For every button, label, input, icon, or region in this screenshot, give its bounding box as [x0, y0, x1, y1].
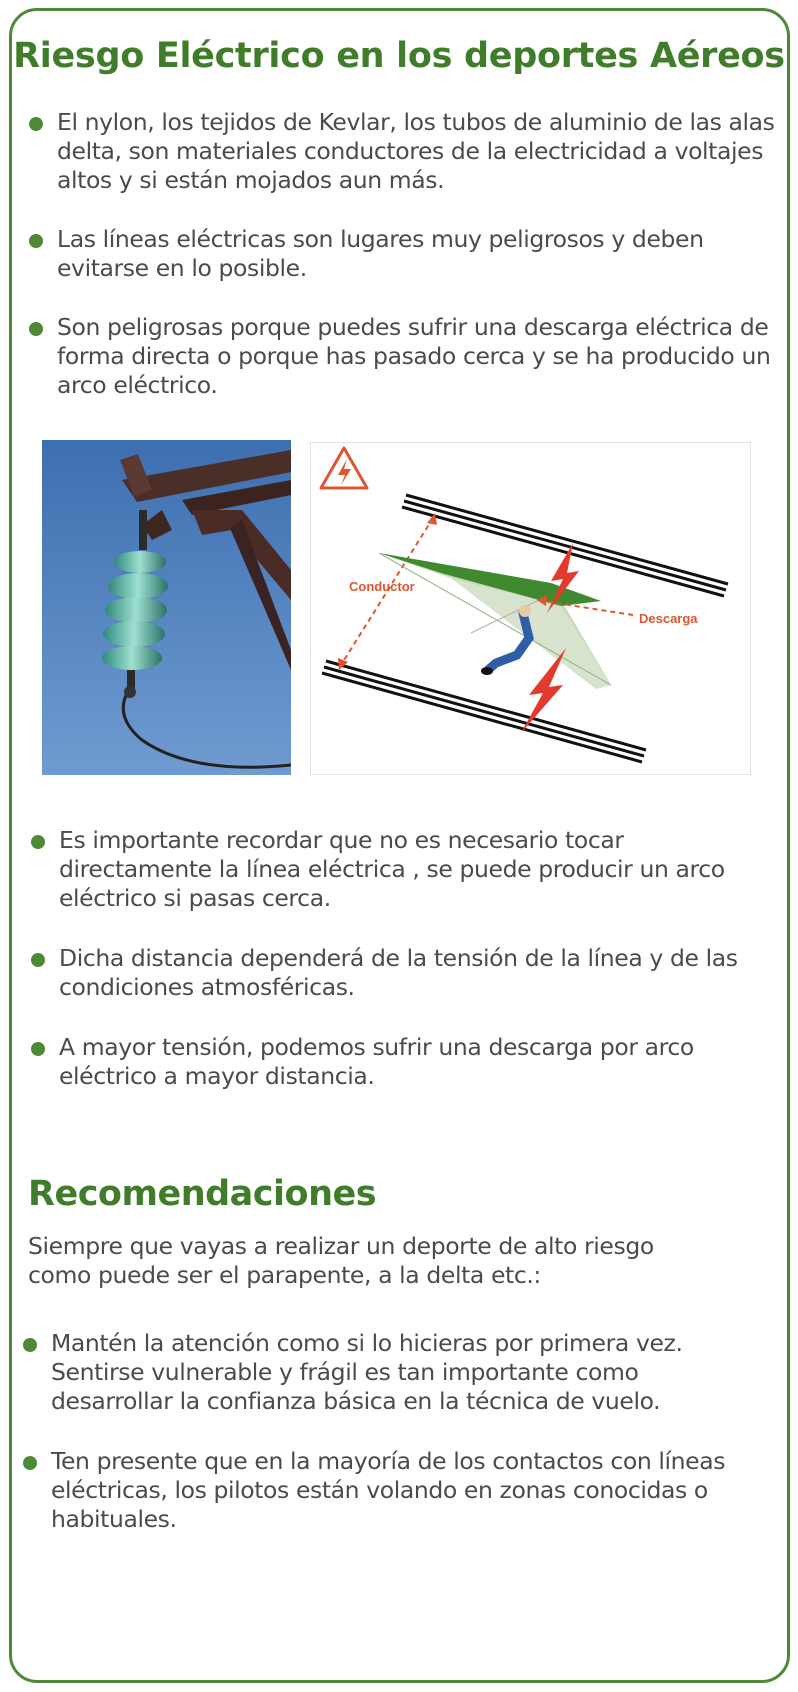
bullet-dot-icon [29, 234, 43, 248]
list-item-text: Dicha distancia dependerá de la tensión de la línea y de las condiciones atmosféricas. [59, 944, 738, 1001]
list-item-text: A mayor tensión, podemos sufrir una descarga por arco eléctrico a mayor distancia. [59, 1033, 694, 1090]
list-item [31, 944, 771, 1002]
list-item [29, 313, 784, 400]
bullet-dot-icon [23, 1338, 37, 1352]
list-item [31, 1033, 771, 1091]
page-title: Riesgo Eléctrico en los deportes Aéreos [13, 36, 785, 76]
bullet-dot-icon [31, 953, 45, 967]
risk-bullet-list [29, 108, 784, 430]
list-item-text: Las líneas eléctricas son lugares muy peligrosos y deben evitarse en lo posible. [57, 225, 704, 282]
list-item-text: El nylon, los tejidos de Kevlar, los tubos de aluminio de las alas delta, son materiales conductores de la electricidad a voltajes altos y si están mojados aun más. [57, 108, 775, 194]
conductor-label: Conductor [349, 579, 415, 594]
recommendations-heading: Recomendaciones [28, 1174, 377, 1214]
list-item [23, 1329, 753, 1416]
list-item-text: Es importante recordar que no es necesario tocar directamente la línea eléctrica , se puede producir un arco eléctrico si pasas cerca. [59, 826, 725, 912]
bullet-dot-icon [31, 1042, 45, 1056]
list-item [23, 1447, 753, 1534]
hang-glider-diagram [310, 442, 751, 775]
insulator-photo [42, 440, 291, 775]
recommendations-list [23, 1329, 753, 1565]
recommendations-intro: Siempre que vayas a realizar un deporte de alto riesgo como puede ser el parapente, a la delta etc.: [28, 1232, 654, 1289]
bullet-dot-icon [29, 322, 43, 336]
distance-bullet-list [31, 826, 771, 1122]
list-item-text: Mantén la atención como si lo hicieras por primera vez. Sentirse vulnerable y frágil es tan importante como desarrollar la confianza básica en la técnica de vuelo. [51, 1329, 683, 1415]
descarga-label: Descarga [639, 611, 698, 626]
bullet-dot-icon [31, 835, 45, 849]
list-item-text: Son peligrosas porque puedes sufrir una descarga eléctrica de forma directa o porque has pasado cerca y se ha producido un arco eléctrico. [57, 313, 771, 399]
high-voltage-warning-icon [321, 448, 367, 488]
list-item [31, 826, 771, 913]
bullet-dot-icon [29, 117, 43, 131]
bullet-dot-icon [23, 1456, 37, 1470]
list-item [29, 225, 784, 283]
list-item-text: Ten presente que en la mayoría de los contactos con líneas eléctricas, los pilotos están volando en zonas conocidas o habituales. [51, 1447, 726, 1533]
list-item [29, 108, 784, 195]
